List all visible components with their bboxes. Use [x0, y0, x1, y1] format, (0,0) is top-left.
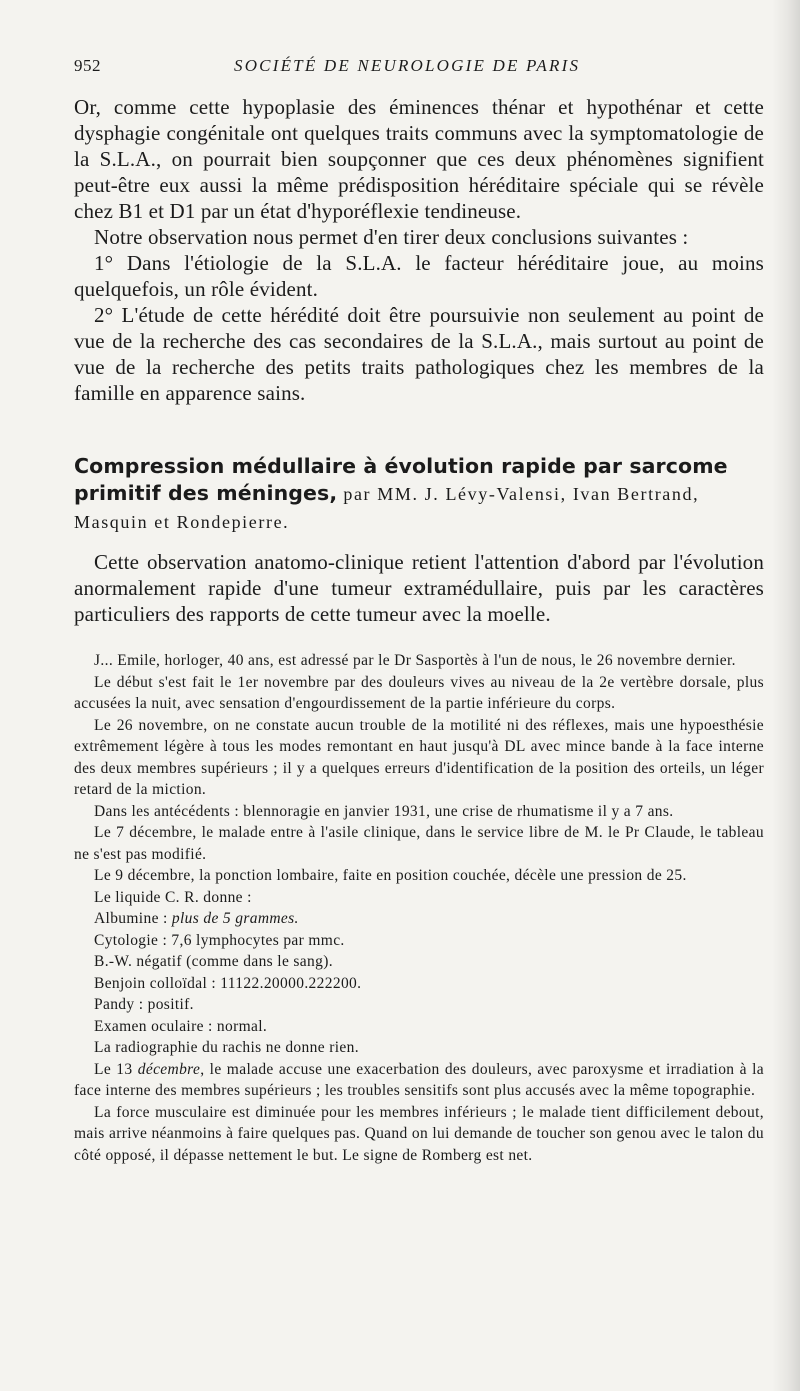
lab-result-albumine [74, 908, 764, 930]
lab-result-benjoin: Benjoin colloïdal : 11122.20000.222200. [94, 974, 362, 992]
article-heading [74, 453, 764, 536]
previous-article-conclusion [74, 94, 764, 406]
intro-paragraph: Cette observation anatomo-clinique retient l'attention d'abord par l'évolution anormalement rapide d'une tumeur extramédullaire, puis par les caractères particuliers des rapports de cette tumeur avec la moelle. [74, 550, 764, 626]
paragraph: Notre observation nous permet d'en tirer deux conclusions suivantes : [94, 225, 689, 249]
case-paragraph: La radiographie du rachis ne donne rien. [94, 1039, 359, 1056]
authors: J. Lévy-Valensi, Ivan Bertrand, Masquin et Rondepierre. [74, 484, 700, 532]
case-paragraph: La force musculaire est diminuée pour les membres inférieurs ; le malade tient difficilement debout, mais arrive néanmoins à faire quelques pas. Quand on lui demande de toucher son genou avec le talon du côté opposé, il dépasse nettement le but. Le signe de Romberg est net. [74, 1103, 764, 1164]
case-paragraph: Le début s'est fait le 1er novembre par des douleurs vives au niveau de la 2e vertèbre dorsale, plus accusées la nuit, avec sensation d'engourdissement de la partie inférieure du corps. [74, 673, 764, 712]
lab-result-bw: B.-W. négatif (comme dans le sang). [94, 953, 333, 970]
running-head: SOCIÉTÉ DE NEUROLOGIE DE PARIS [234, 56, 581, 75]
article-title: Compression médullaire à évolution rapide par sarcome primitif des méninges, [74, 454, 728, 505]
binding-shadow [772, 0, 800, 1391]
paragraph-rest: , le malade accuse une exacerbation des douleurs, avec paroxysme et irradiation à la face interne des membres supérieurs ; les troubles sensitifs sont plus accusés avec la même topographie. [74, 1060, 764, 1099]
case-paragraph: Le liquide C. R. donne : [94, 888, 252, 906]
date-prefix: Le 13 [94, 1060, 138, 1078]
date-month: décembre [137, 1060, 201, 1078]
case-paragraph: Le 26 novembre, on ne constate aucun trouble de la motilité ni des réflexes, mais une hypoesthésie extrêmement légère à tous les modes remontant en haut jusqu'à DL avec mince bande à la face interne des deux membres supérieurs ; il y a quelques erreurs d'identification de la position des orteils, un léger retard de la miction. [74, 716, 764, 798]
case-paragraph [74, 1059, 764, 1102]
article-intro [74, 549, 764, 627]
paragraph: Or, comme cette hypoplasie des éminences thénar et hypothénar et cette dysphagie congénitale ont quelques traits communs avec la symptomatologie de la S.L.A., on pourrait bien soupçonner que ces deux phénomènes signifient peut-être eux aussi la même prédisposition héréditaire spéciale qui se révèle chez B1 et D1 par un état d'hyporéflexie tendineuse. [74, 95, 764, 223]
lab-result-cytologie: Cytologie : 7,6 lymphocytes par mmc. [94, 931, 345, 949]
lab-result-examen: Examen oculaire : normal. [94, 1017, 268, 1035]
page-number: 952 [74, 56, 101, 75]
authors-prefix: par MM. [337, 484, 425, 504]
case-paragraph: Dans les antécédents : blennoragie en janvier 1931, une crise de rhumatisme il y a 7 ans. [94, 802, 674, 820]
lab-value: plus de 5 grammes. [171, 910, 299, 927]
lab-label: Albumine : [94, 910, 172, 927]
paragraph: 1° Dans l'étiologie de la S.L.A. le facteur héréditaire joue, au moins quelquefois, un rôle évident. [74, 251, 764, 301]
page-header [74, 56, 754, 80]
case-report [74, 650, 764, 1166]
case-paragraph: J... Emile, horloger, 40 ans, est adressé par le Dr Sasportès à l'un de nous, le 26 novembre dernier. [94, 652, 736, 669]
lab-result-pandy: Pandy : positif. [94, 996, 194, 1013]
case-paragraph: Le 7 décembre, le malade entre à l'asile clinique, dans le service libre de M. le Pr Claude, le tableau ne s'est pas modifié. [74, 824, 764, 863]
case-paragraph: Le 9 décembre, la ponction lombaire, faite en position couchée, décèle une pression de 25. [94, 867, 687, 884]
paragraph: 2° L'étude de cette hérédité doit être poursuivie non seulement au point de vue de la recherche des cas secondaires de la S.L.A., mais surtout au point de vue de la recherche des petits traits pathologiques chez les membres de la famille en apparence sains. [74, 303, 764, 405]
